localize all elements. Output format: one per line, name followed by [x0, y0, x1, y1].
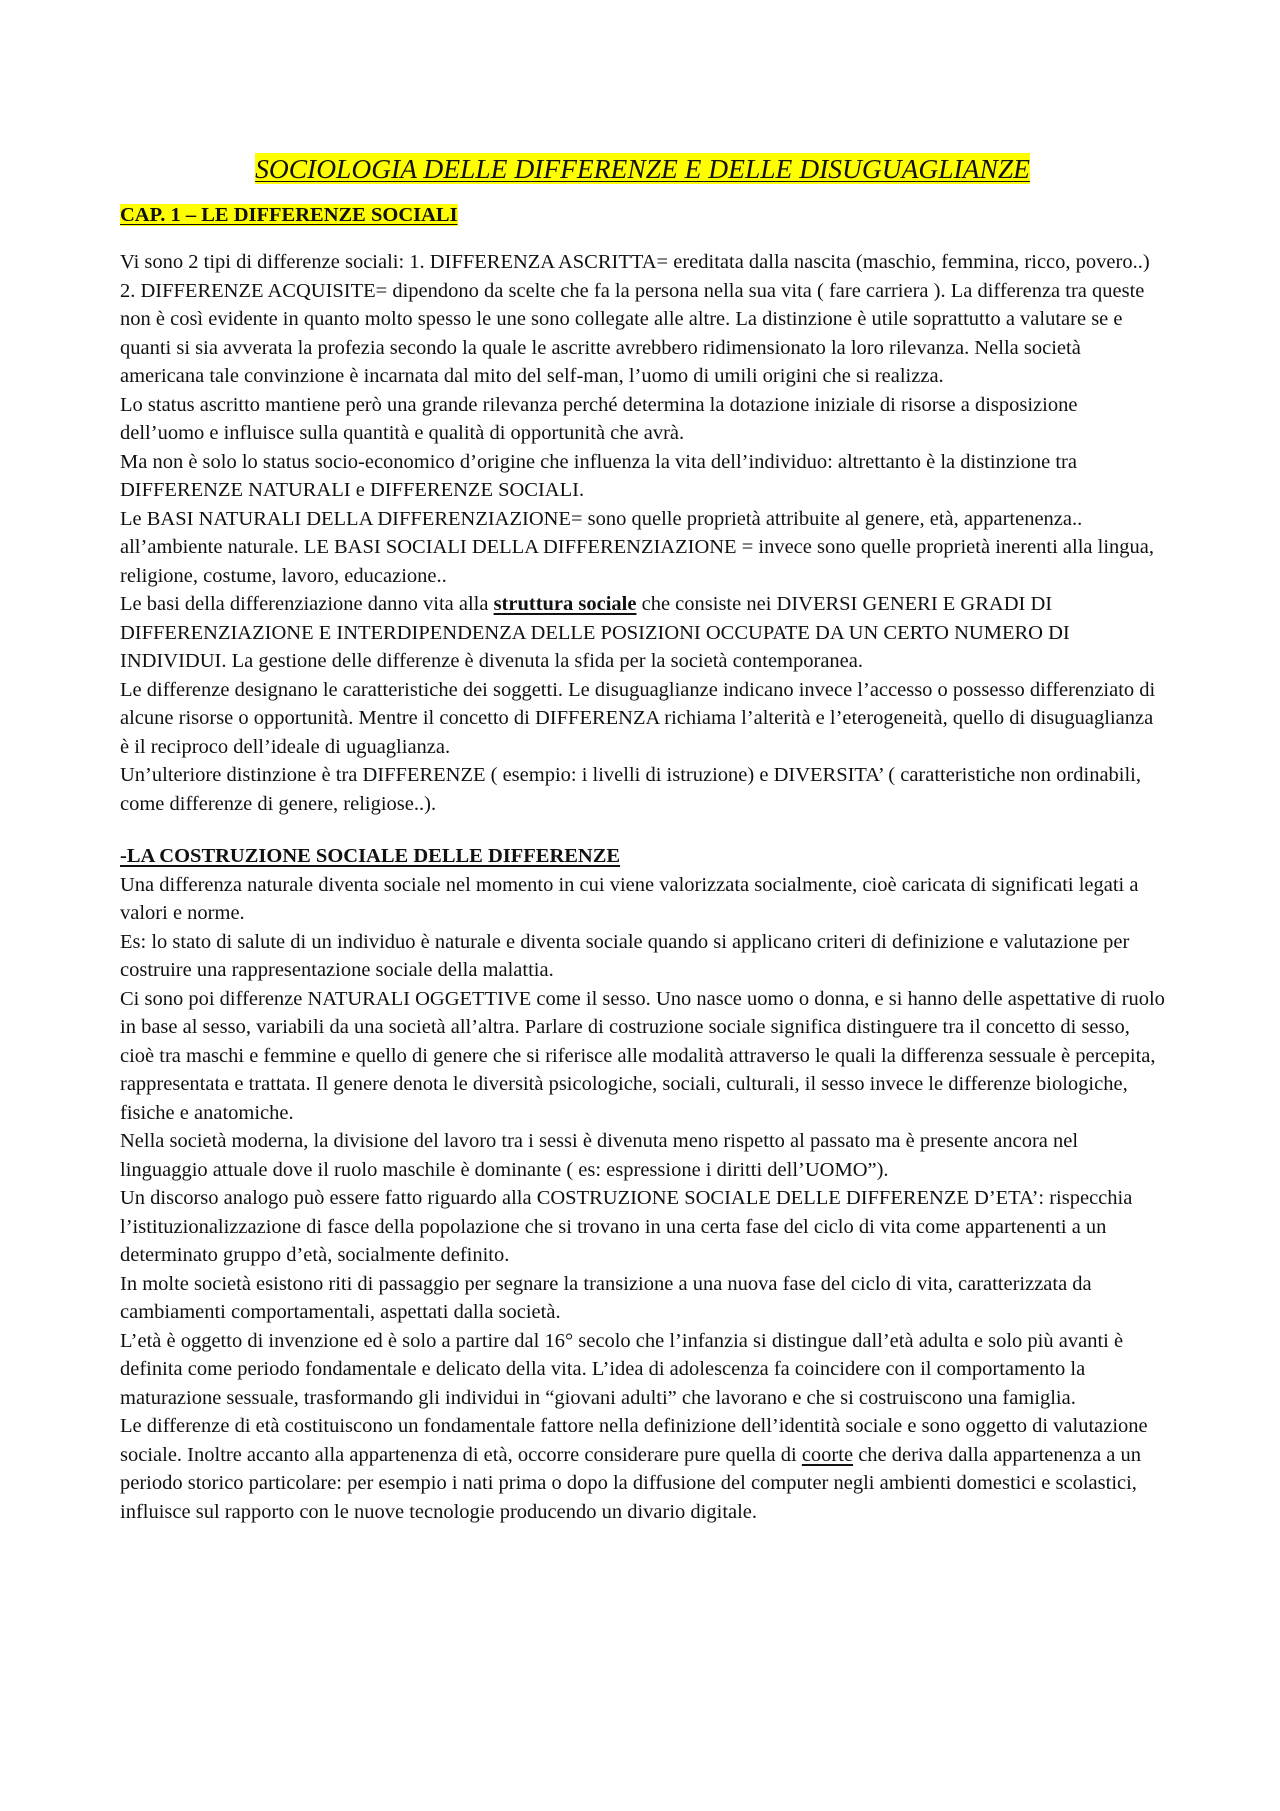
section-differenze-sociali: [120, 248, 1165, 818]
paragraph: Nella società moderna, la divisione del lavoro tra i sessi è divenuta meno rispetto al passato ma è presente ancora nel linguaggio attuale dove il ruolo maschile è dominante ( es: espressione i diritti dell’UOMO”).: [120, 1130, 1079, 1181]
paragraph: Una differenza naturale diventa sociale nel momento in cui viene valorizzata socialmente, cioè caricata di significati legati a valori e norme.: [120, 873, 1139, 924]
section-heading: -LA COSTRUZIONE SOCIALE DELLE DIFFERENZE: [120, 845, 621, 867]
paragraph: Le BASI NATURALI DELLA DIFFERENZIAZIONE= sono quelle proprietà attribuite al genere, età, appartenenza.. all’ambiente naturale. LE BASI SOCIALI DELLA DIFFERENZIAZIONE = invece sono quelle proprietà inerenti alla lingua, religione, costume, lavoro, educazione..: [120, 507, 1155, 587]
paragraph-text: che consiste nei DIVERSI GENERI E GRADI DI DIFFERENZIAZIONE E INTERDIPENDENZA DELLE POSIZIONI OCCUPATE DA UN CERTO NUMERO DI INDIVIDUI. La gestione delle differenze è divenuta la sfida per la società contemporanea.: [120, 593, 1070, 672]
paragraph: [120, 1412, 1165, 1526]
key-term-struttura-sociale: struttura sociale: [493, 593, 637, 615]
paragraph: Ci sono poi differenze NATURALI OGGETTIVE come il sesso. Uno nasce uomo o donna, e si hanno delle aspettative di ruolo in base al sesso, variabili da una società all’altra. Parlare di costruzione sociale significa distinguere tra il concetto di sesso, cioè tra maschi e femmine e quello di genere che si riferisce alle modalità attraverso le quali la differenza sessuale è percepita, rappresentata e trattata. Il genere denota le diversità psicologiche, sociali, culturali, il sesso invece le differenze biologiche, fisiche e anatomiche.: [120, 987, 1165, 1124]
paragraph-text: Le differenze di età costituiscono un fondamentale fattore nella definizione dell’identità sociale e sono oggetto di valutazione sociale. Inoltre accanto alla appartenenza di età, occorre considerare pure quella di: [120, 1415, 1148, 1466]
paragraph: L’età è oggetto di invenzione ed è solo a partire dal 16° secolo che l’infanzia si distingue dall’età adulta e solo più avanti è definita come periodo fondamentale e delicato della vita. L’idea di adolescenza fa coincidere con il comportamento la maturazione sessuale, trasformando gli individui in “giovani adulti” che lavorano e che si costruiscono una famiglia.: [120, 1329, 1124, 1409]
paragraph: Un’ulteriore distinzione è tra DIFFERENZE ( esempio: i livelli di istruzione) e DIVERSITA’ ( caratteristiche non ordinabili, come differenze di genere, religiose..).: [120, 764, 1142, 815]
paragraph: Ma non è solo lo status socio-economico d’origine che influenza la vita dell’individuo: altrettanto è la distinzione tra DIFFERENZE NATURALI e DIFFERENZE SOCIALI.: [120, 450, 1077, 501]
paragraph-text: Le basi della differenziazione danno vita alla: [120, 593, 494, 615]
chapter-heading-text: CAP. 1 – LE DIFFERENZE SOCIALI: [120, 204, 458, 226]
paragraph: Lo status ascritto mantiene però una grande rilevanza perché determina la dotazione iniziale di risorse a disposizione dell’uomo e influisce sulla quantità e qualità di opportunità che avrà.: [120, 393, 1078, 444]
chapter-heading: [120, 200, 1165, 230]
paragraph: In molte società esistono riti di passaggio per segnare la transizione a una nuova fase del ciclo di vita, caratterizzata da cambiamenti comportamentali, aspettati dalla società.: [120, 1272, 1092, 1323]
paragraph: [120, 590, 1165, 676]
document-title-text: SOCIOLOGIA DELLE DIFFERENZE E DELLE DISUGUAGLIANZE: [255, 153, 1030, 184]
key-term-coorte: coorte: [801, 1443, 854, 1466]
document-page: [120, 150, 1165, 1526]
paragraph: Vi sono 2 tipi di differenze sociali: 1. DIFFERENZA ASCRITTA= ereditata dalla nascita (maschio, femmina, ricco, povero..) 2. DIFFERENZE ACQUISITE= dipendono da scelte che fa la persona nella sua vita ( fare carriera ). La differenza tra queste non è così evidente in quanto molto spesso le une sono collegate alle altre. La distinzione è utile soprattutto a valutare se e quanti si sia avverata la profezia secondo la quale le ascritte avrebbero ridimensionato la loro rilevanza. Nella società americana tale convinzione è incarnata dal mito del self-man, l’uomo di umili origini che si realizza.: [120, 251, 1150, 387]
paragraph: Un discorso analogo può essere fatto riguardo alla COSTRUZIONE SOCIALE DELLE DIFFERENZE D’ETA’: rispecchia l’istituzionalizzazione di fasce della popolazione che si trovano in una certa fase del ciclo di vita come appartenenti a un determinato gruppo d’età, socialmente definito.: [120, 1187, 1133, 1266]
paragraph-text: che deriva dalla appartenenza a un periodo storico particolare: per esempio i nati prima o dopo la diffusione del computer negli ambienti domestici e scolastici, influisce sul rapporto con le nuove tecnologie producendo un divario digitale.: [120, 1443, 1142, 1523]
paragraph: Le differenze designano le caratteristiche dei soggetti. Le disuguaglianze indicano invece l’accesso o possesso differenziato di alcune risorse o opportunità. Mentre il concetto di DIFFERENZA richiama l’alterità e l’eterogeneità, quello di disuguaglianza è il reciproco dell’ideale di uguaglianza.: [120, 678, 1156, 758]
paragraph: Es: lo stato di salute di un individuo è naturale e diventa sociale quando si applicano criteri di definizione e valutazione per costruire una rappresentazione sociale della malattia.: [120, 930, 1130, 981]
document-title: [120, 150, 1165, 188]
section-costruzione-sociale: [120, 871, 1165, 1527]
